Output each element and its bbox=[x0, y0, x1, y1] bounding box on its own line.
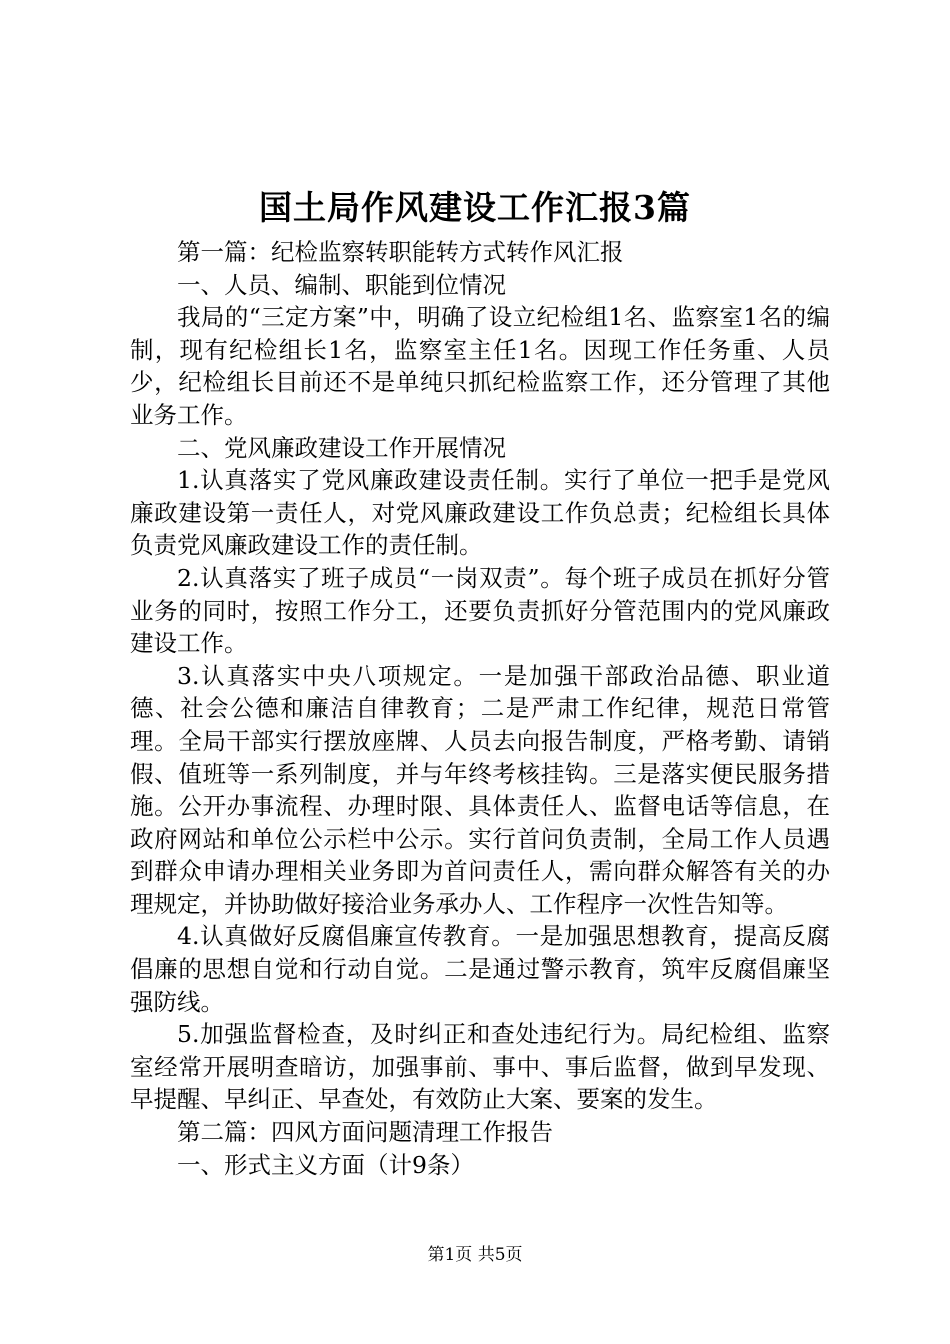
page-footer: 第1页 共5页 bbox=[427, 1245, 523, 1265]
paragraph: 5.加强监督检查，及时纠正和查处违纪行为。局纪检组、监察室经常开展明查暗访，加强事前、事中、事后监督，做到早发现、早提醒、早纠正、早查处，有效防止大案、要案的发生。 bbox=[130, 1020, 830, 1114]
paragraph: 一、形式主义方面（计9条） bbox=[177, 1150, 474, 1179]
document-title: 国土局作风建设工作汇报3篇 bbox=[259, 188, 691, 227]
document-body bbox=[130, 236, 830, 1181]
paragraph: 我局的“三定方案”中，明确了设立纪检组1名、监察室1名的编制，现有纪检组长1名，监察室主任1名。因现工作任务重、人员少，纪检组长目前还不是单纯只抓纪检监察工作，还分管理了其他业务工作。 bbox=[130, 303, 830, 429]
paragraph: 4.认真做好反腐倡廉宣传教育。一是加强思想教育，提高反腐倡廉的思想自觉和行动自觉。二是通过警示教育，筑牢反腐倡廉坚强防线。 bbox=[130, 922, 830, 1016]
paragraph: 第一篇：纪检监察转职能转方式转作风汇报 bbox=[177, 238, 624, 266]
paragraph: 第二篇：四风方面问题清理工作报告 bbox=[177, 1118, 553, 1147]
paragraph: 二、党风廉政建设工作开展情况 bbox=[177, 433, 506, 462]
paragraph: 3.认真落实中央八项规定。一是加强干部政治品德、职业道德、社会公德和廉洁自律教育；二是严肃工作纪律，规范日常管理。全局干部实行摆放座牌、人员去向报告制度，严格考勤、请销假、值班等一系列制度，并与年终考核挂钩。三是落实便民服务措施。公开办事流程、办理时限、具体责任人、监督电话等信息，在政府网站和单位公示栏中公示。实行首问负责制，全局工作人员遇到群众申请办理相关业务即为首问责任人，需向群众解答有关的办理规定，并协助做好接洽业务承办人、工作程序一次性告知等。 bbox=[130, 661, 830, 918]
paragraph: 2.认真落实了班子成员“一岗双责”。每个班子成员在抓好分管业务的同时，按照工作分工，还要负责抓好分管范围内的党风廉政建设工作。 bbox=[130, 563, 830, 658]
paragraph: 1.认真落实了党风廉政建设责任制。实行了单位一把手是党风廉政建设第一责任人，对党风廉政建设工作负总责；纪检组长具体负责党风廉政建设工作的责任制。 bbox=[130, 466, 830, 560]
paragraph: 一、人员、编制、职能到位情况 bbox=[177, 270, 506, 299]
